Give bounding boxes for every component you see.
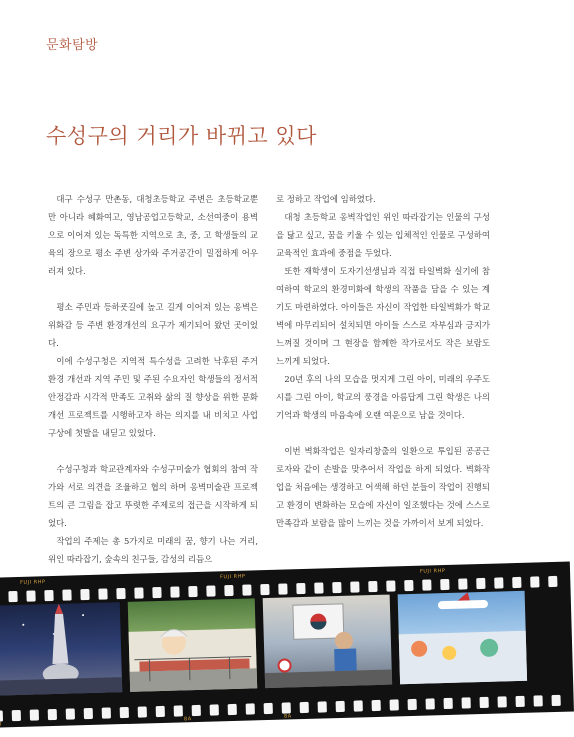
sprocket-hole [66,708,75,719]
sprocket-hole [242,584,251,595]
sprocket-hole [336,701,345,712]
sprocket-hole [476,578,485,589]
sprocket-holes-bottom [0,695,561,722]
paragraph: 대청 초등학교 옹벽작업인 위인 따라잡기는 인물의 구성을 닮고 싶고, 꿈을 키울 수 있는 입체적인 인물로 구성하여 교육적인 효과에 중점을 두었다. [276,212,490,258]
film-label: FUJI RHP [419,568,446,575]
sprocket-hole [264,703,273,714]
film-label: FUJI RHP [20,579,46,586]
sprocket-hole [480,697,489,708]
film-label: 8A [283,713,292,720]
film-label: FUJI RHP [219,573,246,581]
sprocket-hole [0,710,3,721]
sprocket-hole [156,706,165,717]
sprocket-hole [408,699,417,710]
paragraph: 작업의 주제는 총 5가지로 미래의 꿈, 향기 나는 거리, 위인 따라잡기, 숲속의 친구들, 감성의 리듬으 [48,536,258,564]
sprocket-hole [440,579,449,590]
sprocket-hole [458,578,467,589]
sprocket-hole [300,702,309,713]
sprocket-hole [170,586,179,597]
sprocket-hole [551,695,560,706]
article-title: 수성구의 거리가 바뀌고 있다 [46,124,317,148]
sprocket-hole [390,699,399,710]
sprocket-hole [116,588,125,599]
sprocket-hole [26,590,35,601]
sprocket-hole [98,588,107,599]
mural-photo-einstein [128,598,257,692]
sprocket-hole [548,576,557,587]
sprocket-hole [30,709,39,720]
left-column [48,190,258,568]
right-column [276,190,490,532]
sprocket-hole [494,577,503,588]
mural-photo-flag-figure [263,595,392,689]
paragraph: 로 정하고 작업에 임하였다. [276,194,376,204]
sprocket-hole [498,696,507,707]
mural-photo-rocket [0,602,122,696]
mural-photo-airplane [398,591,527,685]
sprocket-hole [332,582,341,593]
sprocket-hole [426,698,435,709]
sprocket-hole [192,705,201,716]
paragraph: 평소 주민과 등하굣길에 높고 길게 이어져 있는 옹벽은 위화감 등 주변 환경개선의 요구가 제기되어 왔던 곳이었다. [48,302,258,348]
sprocket-hole [174,705,183,716]
sprocket-hole [278,583,287,594]
sprocket-hole [152,587,161,598]
sprocket-hole [422,579,431,590]
film-frames [0,591,527,696]
sprocket-hole [102,707,111,718]
sprocket-hole [354,700,363,711]
sprocket-hole [314,582,323,593]
section-tag: 문화탐방 [46,38,99,53]
sprocket-hole [120,707,129,718]
paragraph: 이에 수성구청은 지역적 특수성을 고려한 낙후된 주거환경 개선과 지역 주민 및 주된 수요자인 학생들의 정서적 안정감과 시각적 만족도 고취와 삶의 질 향상을 위한 문화개선 프로젝트를 시행하고자 하는 의지를 내 비치고 사업구상에 첫발을 내딛고 있었다. [48,356,258,438]
sprocket-hole [246,703,255,714]
sprocket-hole [530,576,539,587]
sprocket-hole [368,581,377,592]
sprocket-hole [260,584,269,595]
sprocket-hole [228,704,237,715]
sprocket-hole [372,700,381,711]
sprocket-hole [134,587,143,598]
sprocket-hole [12,710,21,721]
sprocket-hole [80,589,89,600]
sprocket-hole [138,706,147,717]
sprocket-hole [462,697,471,708]
sprocket-hole [512,577,521,588]
sprocket-hole [350,581,359,592]
film-label [0,721,2,727]
sprocket-hole [188,586,197,597]
sprocket-hole [282,702,291,713]
sprocket-hole [224,585,233,596]
sprocket-hole [62,589,71,600]
sprocket-hole [44,590,53,601]
paragraph: 20년 후의 나의 모습을 멋지게 그린 아이, 미래의 우주도시를 그린 아이, 학교의 풍경을 아름답게 그린 학생은 나의 기억과 학생의 마음속에 오랜 여운으로 남을 것이다. [276,374,490,420]
sprocket-hole [210,704,219,715]
paragraph: 수성구청과 학교관계자와 수성구미술가 협회의 참여 작가와 서로 의견을 조율하고 협의 하며 옹벽미술관 프로젝트의 큰 그림을 잡고 뚜렷한 주제로의 접근을 시작하게 되었다. [48,464,258,528]
sprocket-hole [533,695,542,706]
sprocket-hole [318,701,327,712]
paragraph: 이번 벽화작업은 일자리창출의 일환으로 투입된 공공근로자와 같이 손발을 맞추어서 작업을 하게 되었다. 벽화작업을 처음에는 생경하고 어색해 하던 분들이 작업이 진행되고 환경이 변화하는 모습에 자신이 일조했다는 것에 스스로 만족감과 보람을 많이 느끼는 것을 가까이서 보게 되었다. [276,446,490,528]
film-label: 8A [183,716,192,723]
sprocket-hole [48,709,57,720]
sprocket-hole [84,708,93,719]
sprocket-hole [516,696,525,707]
sprocket-hole [444,698,453,709]
paragraph: 또한 재학생이 도자기선생님과 직접 타일벽화 실기에 참여하여 학교의 환경미화에 학생의 작품을 담을 수 있는 계기도 마련하였다. 아이들은 자신이 작업한 타일벽화가 학교 벽에 마무리되어 설치되면 아이들 스스로 자부심과 긍지가 느껴질 것이며 그 현장을 함께한 작가로서도 작은 보람도 느끼게 되었다. [276,266,490,366]
sprocket-hole [296,583,305,594]
film-band [0,562,574,728]
sprocket-hole [206,585,215,596]
film-strip [0,570,539,735]
sprocket-hole [386,580,395,591]
sprocket-hole [8,591,17,602]
paragraph: 대구 수성구 만촌동, 대청초등학교 주변은 초등학교뿐만 아니라 혜화여고, 영남공업고등학교, 소선여중이 용벽으로 이어져 있는 독특한 지역으로 초, 중, 고 학생들의 교육의 장으로 평소 주변 상가와 주거공간이 밀접하게 어우러져 있다. [48,194,258,276]
sprocket-hole [404,580,413,591]
